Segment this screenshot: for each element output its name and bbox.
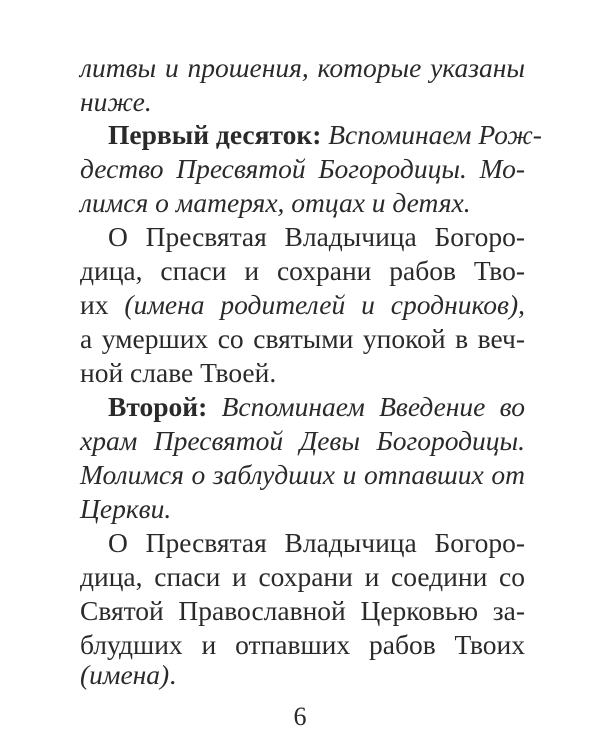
text-line-17: Церкви. [80, 493, 172, 524]
section-1-heading-line: Первый десяток: Вспоминаем Рож- [108, 119, 542, 150]
text-line-2: ниже. [80, 86, 152, 117]
names-placeholder-2: (имена) [80, 659, 170, 690]
prayer-2-line-4: блудших и отпавших рабов Твоих [80, 629, 525, 660]
page-number: 6 [293, 702, 307, 731]
prayer-2-line-3: Святой Православной Церковью за- [80, 595, 525, 626]
text-line-5: лимся о матерях, отцах и детях. [80, 187, 471, 218]
prayer-2-line-1: О Пресвятая Владычица Богоро- [108, 527, 525, 558]
text-line-1: литвы и прошения, которые указаны [80, 52, 525, 83]
section-2-label: Второй: [108, 391, 208, 422]
section-2-heading-line: Второй: Вспоминаем Введение во [108, 391, 525, 422]
prayer-1-line-2: дица, спаси и сохрани рабов Тво- [80, 255, 525, 286]
names-placeholder: (имена родителей и сродников) [124, 289, 519, 320]
section-1-label: Первый десяток: [108, 119, 322, 150]
prayer-1-line-3: их (имена родителей и сродников), [80, 289, 525, 320]
text-line-15: храм Пресвятой Девы Богородицы. [80, 425, 525, 456]
text-line-16: Молимся о заблудших и отпавших от [80, 459, 525, 490]
prayer-1-line-1: О Пресвятая Владычица Богоро- [108, 221, 525, 252]
prayer-2-line-2: дица, спаси и сохрани и соедини со [80, 561, 525, 592]
prayer-1-line-4: а умерших со святыми упокой в веч- [80, 323, 525, 354]
text-line-4: дество Пресвятой Богородицы. Мо- [80, 153, 525, 184]
prayer-2-line-5: (имена). [80, 659, 177, 690]
prayer-1-line-5: ной славе Твоей. [80, 357, 277, 388]
